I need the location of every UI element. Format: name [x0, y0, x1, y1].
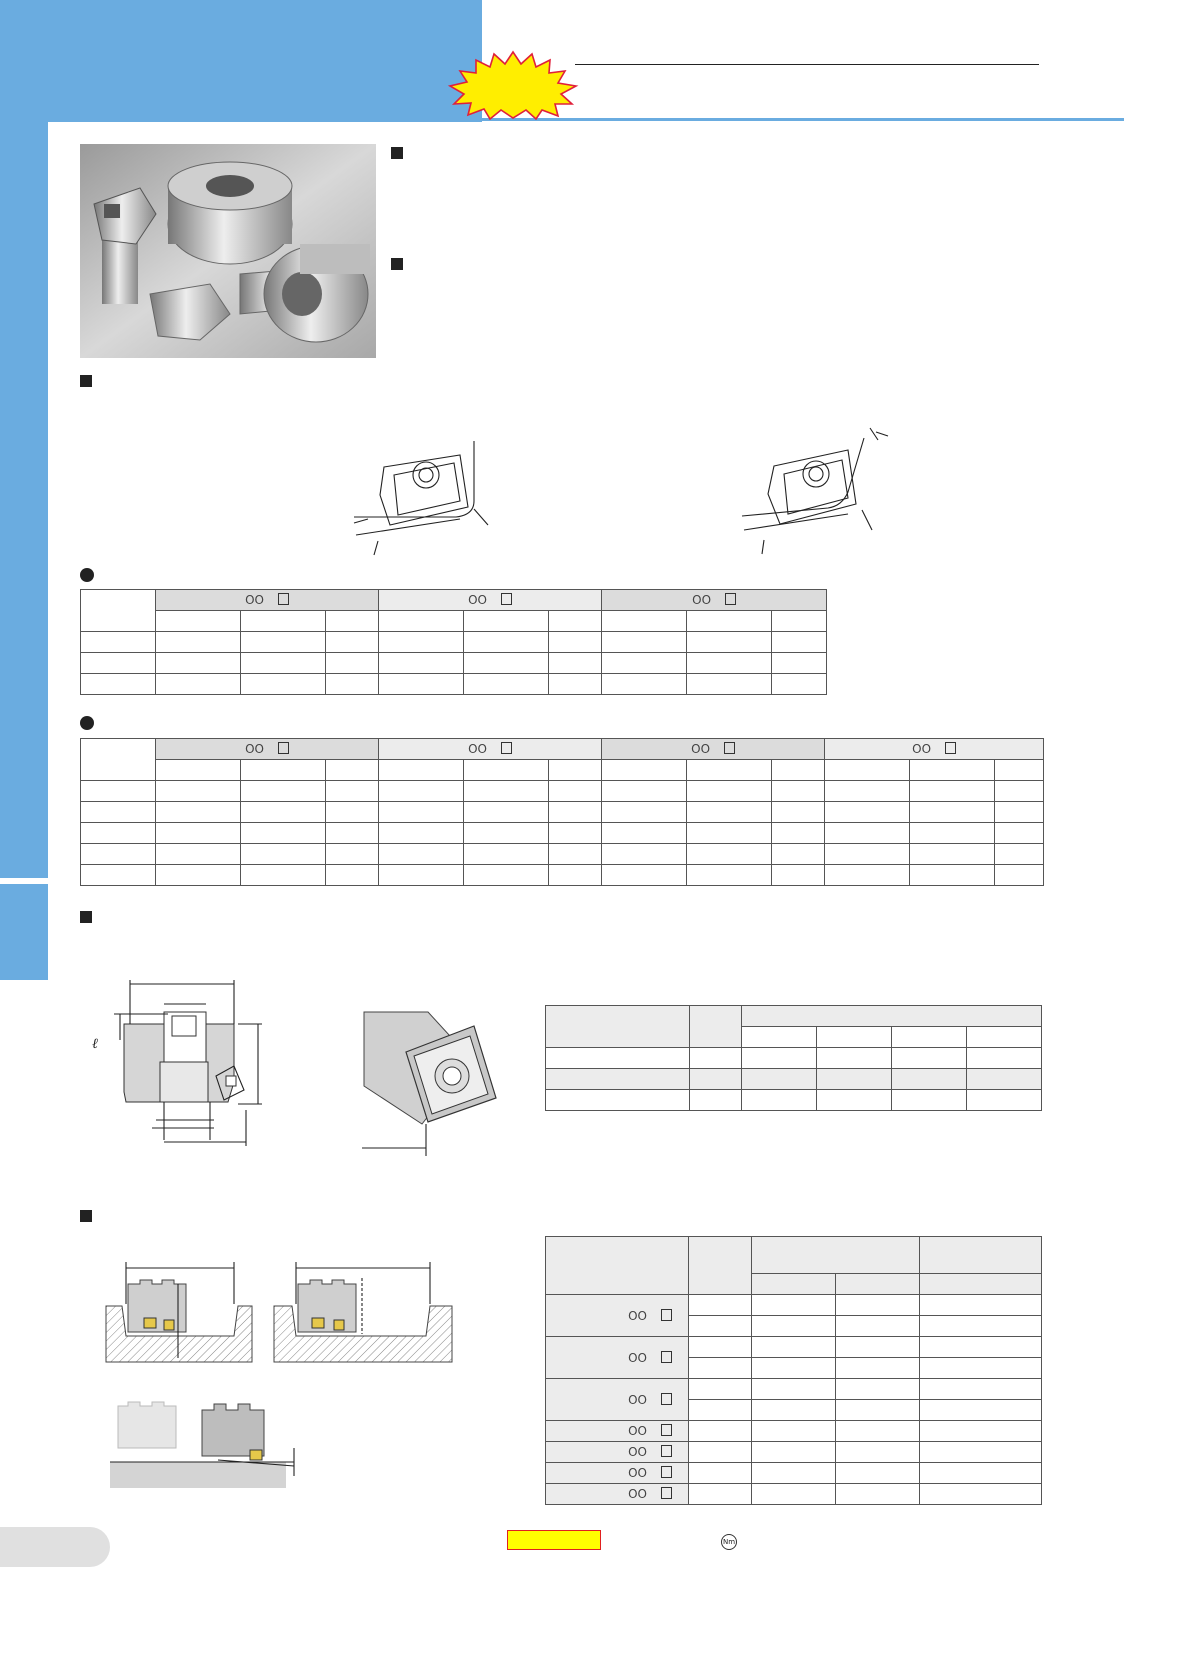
torque-icon	[721, 1534, 737, 1550]
row-header-label: OO	[628, 1424, 647, 1438]
group-header-label: OO	[691, 742, 711, 756]
insert-edge-diagram-right	[738, 420, 898, 556]
checkbox-icon	[661, 1351, 672, 1363]
checkbox-icon	[661, 1424, 672, 1436]
product-photo	[80, 144, 376, 358]
checkbox-icon	[278, 742, 289, 754]
row-header	[546, 1421, 689, 1442]
insert-closeup-drawing	[362, 1008, 502, 1158]
cutter-dimension-drawing	[88, 980, 274, 1162]
left-sidebar-lower	[0, 884, 48, 980]
table-row	[546, 1069, 1042, 1090]
row-header-label: OO	[628, 1350, 647, 1365]
checkbox-icon	[661, 1309, 672, 1321]
row-header	[546, 1442, 689, 1463]
row-header-label: OO	[628, 1392, 647, 1407]
table-row	[81, 781, 1044, 802]
group-header	[825, 739, 1044, 760]
group-header	[602, 739, 825, 760]
checkbox-icon	[661, 1487, 672, 1499]
checkbox-icon	[724, 742, 735, 754]
table-row	[546, 1421, 1042, 1442]
table-row	[81, 674, 827, 695]
table-insert-grades-1	[80, 589, 827, 695]
row-header-label: OO	[628, 1308, 647, 1323]
insert-edge-diagram-left	[350, 435, 510, 557]
table-cutting-conditions	[545, 1236, 1042, 1505]
bullet-square	[391, 258, 403, 270]
table-corner-cell	[81, 590, 156, 632]
ramping-diagram	[108, 1400, 306, 1490]
group-header-label: OO	[692, 593, 712, 607]
checkbox-icon	[661, 1393, 672, 1405]
bullet-square	[80, 1210, 92, 1222]
checkbox-icon	[661, 1466, 672, 1478]
table-row	[81, 802, 1044, 823]
page-number-tab	[0, 1527, 110, 1567]
table-insert-grades-2	[80, 738, 1044, 886]
row-header-label: OO	[628, 1487, 647, 1501]
group-header	[379, 590, 602, 611]
table-row	[81, 653, 827, 674]
bullet-square	[391, 147, 403, 159]
table-row	[81, 844, 1044, 865]
table-row	[81, 632, 827, 653]
group-header-label: OO	[245, 593, 264, 607]
table-row	[546, 1442, 1042, 1463]
table-row	[81, 865, 1044, 886]
row-header	[546, 1295, 689, 1337]
checkbox-icon	[945, 742, 956, 754]
checkbox-icon	[725, 593, 736, 605]
table-row	[546, 1379, 1042, 1400]
table-row	[546, 1048, 1042, 1069]
header-band	[0, 0, 482, 122]
group-header	[602, 590, 827, 611]
checkbox-icon	[501, 593, 512, 605]
row-header-label: OO	[628, 1445, 647, 1459]
checkbox-icon	[501, 742, 512, 754]
table-row	[546, 1090, 1042, 1111]
header-rule	[575, 64, 1039, 65]
group-header	[379, 739, 602, 760]
group-header-label: OO	[468, 593, 487, 607]
row-header	[546, 1463, 689, 1484]
table-row	[546, 1337, 1042, 1358]
group-header-label: OO	[468, 742, 487, 756]
footer-highlight-badge	[507, 1530, 601, 1550]
table-dimensions	[545, 1005, 1042, 1111]
bullet-dot	[80, 716, 94, 730]
table-row	[546, 1463, 1042, 1484]
bullet-square	[80, 375, 92, 387]
pocket-milling-diagram-1	[104, 1258, 254, 1364]
group-header	[156, 590, 379, 611]
dimension-l-label: ℓ	[92, 1036, 98, 1052]
group-header	[156, 739, 379, 760]
row-header-label: OO	[628, 1466, 647, 1480]
pocket-milling-diagram-2	[272, 1258, 454, 1364]
group-header-label: OO	[912, 742, 932, 756]
bullet-square	[80, 911, 92, 923]
row-header	[546, 1484, 689, 1505]
row-header	[546, 1337, 689, 1379]
torque-icon-text: Nm	[722, 1538, 736, 1546]
checkbox-icon	[278, 593, 289, 605]
row-header	[546, 1379, 689, 1421]
table-row	[81, 823, 1044, 844]
bullet-dot	[80, 568, 94, 582]
new-star-badge	[446, 50, 580, 120]
group-header-label: OO	[245, 742, 264, 756]
table-corner-cell	[81, 739, 156, 781]
table-row	[546, 1484, 1042, 1505]
checkbox-icon	[661, 1445, 672, 1457]
left-sidebar-upper	[0, 0, 48, 878]
table-row	[546, 1295, 1042, 1316]
